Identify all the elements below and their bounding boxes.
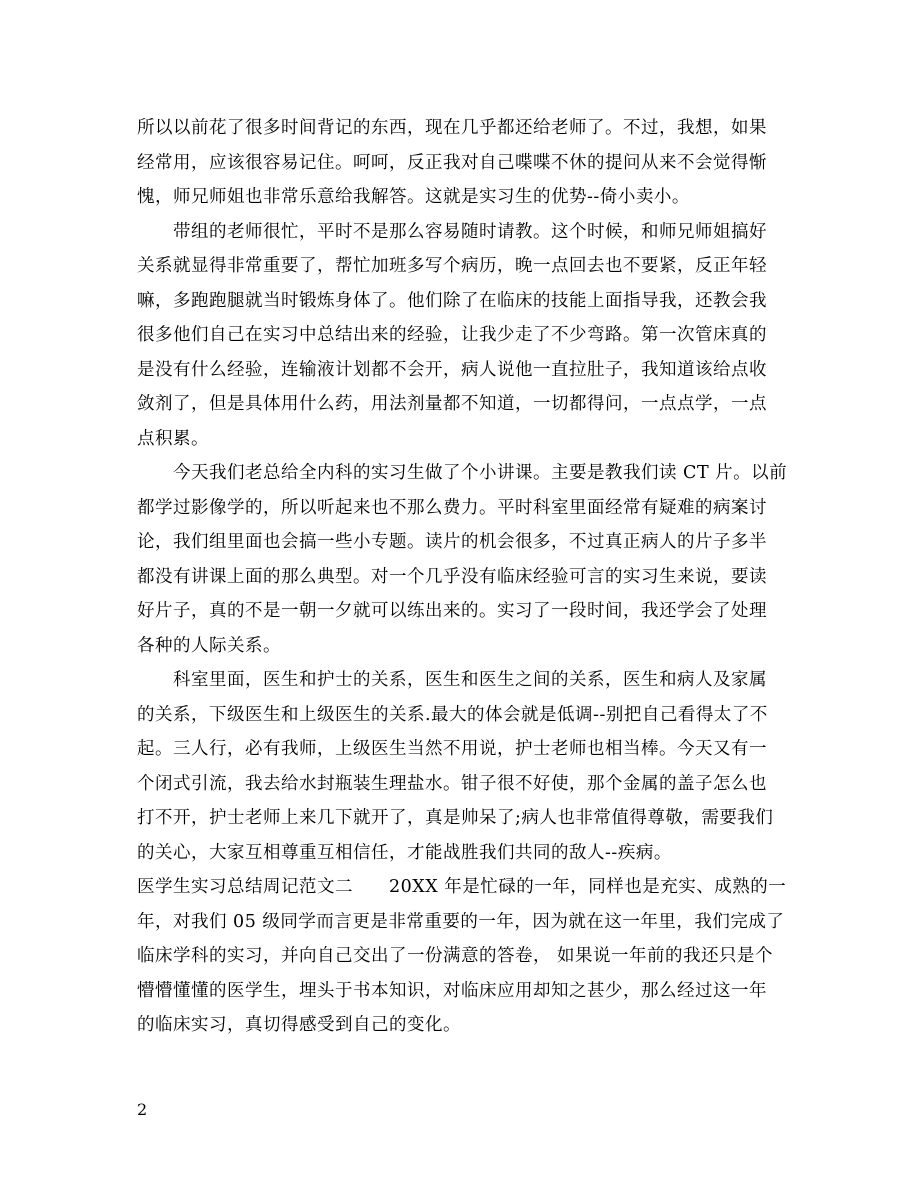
text-line: 敛剂了，但是具体用什么药，用法剂量都不知道，一切都得问，一点点学，一点: [137, 394, 767, 414]
text-line: 很多他们自己在实习中总结出来的经验，让我少走了不少弯路。第一次管床真的: [137, 325, 767, 345]
text-line: 所以以前花了很多时间背记的东西，现在几乎都还给老师了。不过，我想，如果: [137, 118, 767, 138]
page-number: 2: [137, 1100, 148, 1119]
text-line: 点积累。: [137, 428, 209, 449]
text-line: 的临床实习，真切得感受到自己的变化。: [137, 1015, 461, 1035]
text-line: 是没有什么经验，连输液计划都不会开，病人说他一直拉肚子，我知道该给点收: [137, 359, 767, 380]
text-line: 嘛，多跑跑腿就当时锻炼身体了。他们除了在临床的技能上面指导我，还教会我: [137, 290, 767, 311]
text-line: 都学过影像学的，所以听起来也不那么费力。平时科室里面经常有疑难的病案讨: [137, 497, 767, 518]
text-line: 起。三人行，必有我师，上级医生当然不用说，护士老师也相当棒。今天又有一: [137, 739, 767, 759]
section-heading-line: 医学生实习总结周记范文二 20XX 年是忙碌的一年，同样也是充实、成熟的一: [137, 877, 787, 897]
text-line: 的关系，下级医生和上级医生的关系.最大的体会就是低调--别把自己看得太了不: [137, 704, 768, 725]
text-line: 的关心，大家互相尊重互相信任，才能战胜我们共同的敌人--疾病。: [137, 842, 672, 863]
body-text: [137, 111, 787, 1043]
paragraph-first-line: 今天我们老总给全内科的实习生做了个小讲课。主要是教我们读 CT 片。以前: [173, 463, 788, 483]
paragraph-first-line: 带组的老师很忙，平时不是那么容易随时请教。这个时候，和师兄师姐搞好: [173, 221, 767, 242]
text-line: 懵懵懂懂的医学生，埋头于书本知识，对临床应用却知之甚少，那么经过这一年: [137, 980, 767, 1001]
text-line: 关系就显得非常重要了，帮忙加班多写个病历，晚一点回去也不要紧，反正年轻: [137, 256, 767, 276]
text-line: 打不开，护士老师上来几下就开了，真是帅呆了;病人也非常值得尊敬，需要我们: [137, 808, 774, 828]
text-line: 临床学科的实习，并向自己交出了一份满意的答卷， 如果说一年前的我还只是个: [137, 946, 774, 966]
text-line: 好片子，真的不是一朝一夕就可以练出来的。实习了一段时间，我还学会了处理: [137, 601, 767, 621]
paragraph-first-line: 科室里面，医生和护士的关系，医生和医生之间的关系，医生和病人及家属: [173, 670, 767, 690]
text-line: 论，我们组里面也会搞一些小专题。读片的机会很多，不过真正病人的片子多半: [137, 532, 767, 552]
text-line: 各种的人际关系。: [137, 635, 281, 656]
text-line: 个闭式引流，我去给水封瓶装生理盐水。钳子很不好使，那个金属的盖子怎么也: [137, 773, 767, 794]
text-line: 年，对我们 05 级同学而言更是非常重要的一年，因为就在这一年里，我们完成了: [137, 911, 785, 932]
text-line: 经常用，应该很容易记住。呵呵，反正我对自己喋喋不休的提问从来不会觉得惭: [137, 152, 767, 173]
text-line: 愧，师兄师姐也非常乐意给我解答。这就是实习生的优势--倚小卖小。: [137, 187, 690, 207]
text-line: 都没有讲课上面的那么典型。对一个几乎没有临床经验可言的实习生来说，要读: [137, 566, 767, 587]
